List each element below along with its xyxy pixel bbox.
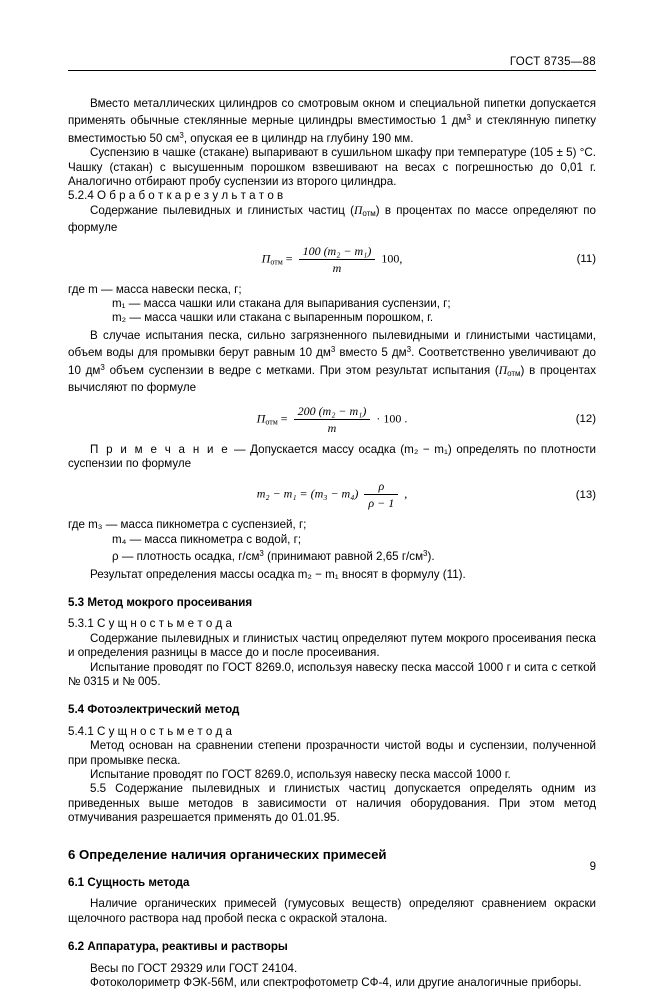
formula-11-eq: =	[285, 250, 293, 265]
heading-section-6: 6 Определение наличия органических примесей	[68, 846, 387, 862]
definition-m1: m₁ — масса чашки или стакана для выпаривания суспензии, г;	[112, 297, 451, 311]
paragraph-dirty-sand: В случае испытания песка, сильно загрязненного пылевидными и глинистыми частицами, объем воды для промывки берут равным 10 $дм^3$ вместо 5 $дм^3$. Соответственно увеличивают до 10 $дм^3$ объем суспензии в ведре с метками. При этом результат испытания $(П_{отм})$ в процентах вычисляют по формуле	[68, 328, 597, 395]
heading-6-1: 6.1 Сущность метода	[68, 876, 190, 890]
paragraph-intro: Вместо металлических цилиндров со смотровым окном и специальной пипетки допускается применять обычные стеклянные мерные цилиндры вместимостью 1 $дм^3$ и стеклянную пипетку вместимостью 50 $см^3$, опуская ее в цилиндр на глубину 190 мм.	[68, 97, 596, 145]
paragraph-5-5: 5.5 Содержание пылевидных и глинистых частиц допускается определять одним из приведенных выше методов в зависимости от наличия оборудования. При этом метод отмучивания разрешается применять до 01.01.95.	[68, 782, 596, 825]
heading-5-3-1: 5.3.1 С у щ н о с т ь м е т о д а	[68, 617, 232, 631]
paragraph-photoelectric-essence: Метод основан на сравнении степени прозрачности чистой воды и суспензии, полученной при промывке песка.	[68, 739, 596, 767]
formula-13-tail: ,	[404, 486, 408, 501]
definition-m3: где m₃ — масса пикнометра с суспензией, г;	[68, 518, 307, 532]
paragraph-content-formula-intro: Содержание пылевидных и глинистых частиц $(П_{отм})$ в процентах по массе определяют по формуле	[68, 203, 596, 235]
paragraph-wet-sieving-essence: Содержание пылевидных и глинистых частиц определяют путем мокрого просеивания песка и определения разницы в массе до и после просеивания.	[68, 631, 596, 660]
paragraph-wet-sieving-test: Испытание проводят по ГОСТ 8269.0, используя навеску песка массой 1000 г и сита с сеткой № 0315 и № 005.	[68, 660, 596, 688]
heading-5-3: 5.3 Метод мокрого просеивания	[68, 595, 253, 609]
formula-11-number: (11)	[576, 253, 596, 266]
superscript-cubic-2: 3	[179, 130, 184, 140]
definition-m2: m₂ — масса чашки или стакана с выпаренным порошком, г.	[112, 311, 434, 325]
paragraph-colorimeter: Фотоколориметр ФЭК-56М, или спектрофотометр СФ-4, или другие аналогичные приборы.	[90, 976, 582, 990]
formula-12-eq: =	[280, 410, 288, 425]
formula-11-fraction: $\frac{\text{100 (m₂ − m₁)}}{m}$	[299, 244, 376, 275]
formula-11-tail: 100,	[381, 250, 403, 265]
formula-13-fraction: $\frac{\rho}{\rho - 1}$	[364, 479, 398, 510]
formula-13-lhs: m₂ − m₁ = (m₃ − m₄)	[256, 486, 359, 501]
paragraph-organic-essence: Наличие органических примесей (гумусовых веществ) определяют сравнением окраски щелочного раствора над пробой песка с окраской эталона.	[68, 897, 596, 925]
superscript-cubic: 3	[466, 113, 471, 123]
heading-5-2-4: 5.2.4 О б р а б о т к а р е з у л ь т а т о в	[68, 189, 284, 203]
note-paragraph	[68, 443, 596, 472]
page-content	[68, 56, 596, 990]
formula-11: $П_{отм}$ = $\frac{\text{100 (m₂ − m₁)}}{m}$ 100, (11)	[261, 243, 596, 275]
standard-number: ГОСТ 8735—88	[68, 56, 596, 71]
page-number: 9	[589, 861, 596, 873]
note-label: П р и м е ч а н и е	[90, 442, 230, 456]
formula-12-fraction: $\frac{\text{200 (m₂ − m₁)}}{m}$	[294, 404, 371, 435]
formula-13	[68, 479, 596, 510]
page-header	[68, 56, 596, 71]
formula-12-number: (12)	[575, 413, 596, 425]
heading-6-2: 6.2 Аппаратура, реактивы и растворы	[68, 940, 288, 954]
paragraph-suspension: Суспензию в чашке (стакане) выпаривают в сушильном шкафу при температуре (105 ± 5) °С. Чашку (стакан) с высушенным порошком взвешивают на весах с погрешностью до 0,01 г. Аналогично отбирают пробу суспензии из второго цилиндра.	[68, 146, 596, 189]
paragraph-result: Результат определения массы осадка m₂ − m₁ вносят в формулу (11).	[90, 567, 466, 581]
formula-13-number: (13)	[575, 488, 596, 501]
heading-5-4-1: 5.4.1 С у щ н о с т ь м е т о д а	[68, 724, 232, 738]
formula-11-lhs: П	[261, 250, 271, 265]
formula-12: $П_{отм}$ = $\frac{\text{200 (m₂ − m₁)}}{m}$ · 100 . (12)	[256, 403, 596, 435]
formula-12-tail: · 100 .	[376, 410, 408, 425]
definition-rho: ρ — плотность осадка, $г/см^3$ (принимают равной 2,65 $г/см^3$).	[112, 549, 435, 564]
paragraph-photoelectric-test: Испытание проводят по ГОСТ 8269.0, используя навеску песка массой 1000 г.	[90, 768, 511, 781]
note-text: — Допускается массу осадка (m₂ − m₁) определять по плотности суспензии по формуле	[68, 442, 596, 470]
formula-12-lhs: П	[256, 410, 266, 425]
paragraph-scales: Весы по ГОСТ 29329 или ГОСТ 24104.	[90, 961, 298, 975]
heading-5-4: 5.4 Фотоэлектрический метод	[68, 703, 240, 717]
definition-m4: m₄ — масса пикнометра с водой, г;	[112, 532, 302, 546]
definition-m: где m — масса навески песка, г;	[68, 282, 242, 296]
